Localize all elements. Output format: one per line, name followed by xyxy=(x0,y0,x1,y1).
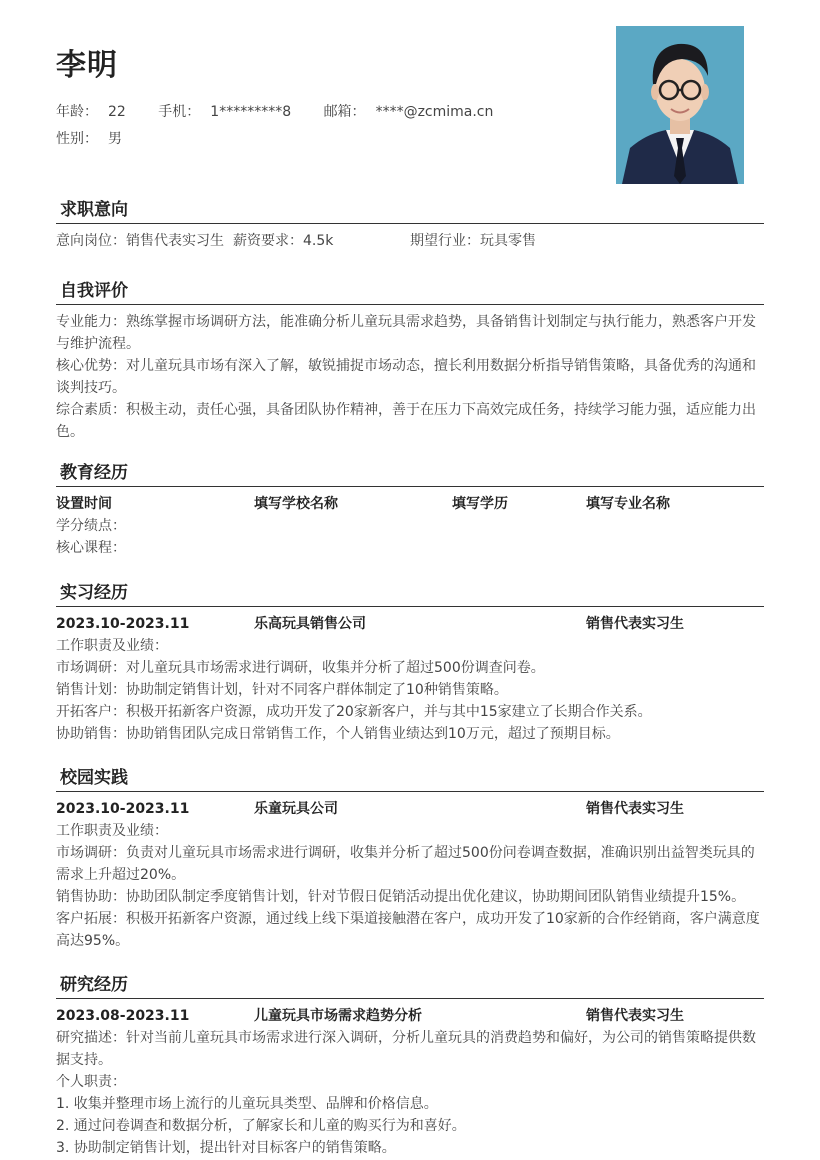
self-evaluation-title: 自我评价 xyxy=(56,278,764,305)
self-eval-line: 色。 xyxy=(56,424,84,440)
age-value: 22 xyxy=(108,104,126,120)
gender-value: 男 xyxy=(108,131,122,147)
intent-industry: 期望行业：玩具零售 xyxy=(410,233,536,249)
education-time: 设置时间 xyxy=(56,496,112,512)
phone-label: 手机： xyxy=(158,104,201,120)
avatar-image xyxy=(616,26,744,184)
campus-line: 客户拓展：积极开拓新客户资源，通过线上线下渠道接触潜在客户，成功开发了10家新的合作经销商，客户满意度 xyxy=(56,911,760,927)
research-line: 研究描述：针对当前儿童玩具市场需求进行深入调研，分析儿童玩具的消费趋势和偏好，为公司的销售策略提供数 xyxy=(56,1030,756,1046)
campus-time: 2023.10-2023.11 xyxy=(56,801,190,817)
campus-practice-title: 校园实践 xyxy=(56,765,764,792)
intent-salary: 薪资要求：4.5k xyxy=(233,233,334,249)
self-eval-line: 谈判技巧。 xyxy=(56,380,126,396)
job-intent-section xyxy=(56,197,764,252)
campus-company: 乐童玩具公司 xyxy=(254,801,338,817)
research-section xyxy=(56,972,764,1159)
phone-field xyxy=(158,101,291,121)
education-gpa: 学分绩点： xyxy=(56,518,126,534)
internship-line: 工作职责及业绩： xyxy=(56,638,168,654)
email-label: 邮箱： xyxy=(323,104,366,120)
email-value: ****@zcmima.cn xyxy=(375,104,494,120)
research-line: 个人职责： xyxy=(56,1074,126,1090)
campus-line: 销售协助：协助团队制定季度销售计划，针对节假日促销活动提出优化建议，协助期间团队销售业绩提升15%。 xyxy=(56,889,746,905)
job-intent-title: 求职意向 xyxy=(56,197,764,224)
education-degree: 填写学历 xyxy=(452,496,508,512)
campus-line: 工作职责及业绩： xyxy=(56,823,168,839)
research-time: 2023.08-2023.11 xyxy=(56,1008,190,1024)
research-line: 2. 通过问卷调查和数据分析，了解家长和儿童的购买行为和喜好。 xyxy=(56,1118,466,1134)
education-school: 填写学校名称 xyxy=(254,496,338,512)
research-line: 据支持。 xyxy=(56,1052,112,1068)
campus-line: 高达95%。 xyxy=(56,933,130,949)
internship-title: 实习经历 xyxy=(56,580,764,607)
gender-field xyxy=(56,128,122,148)
internship-line: 协助销售：协助销售团队完成日常销售工作，个人销售业绩达到10万元，超过了预期目标。 xyxy=(56,726,620,742)
research-line: 1. 收集并整理市场上流行的儿童玩具类型、品牌和价格信息。 xyxy=(56,1096,438,1112)
education-section xyxy=(56,460,764,559)
internship-line: 开拓客户：积极开拓新客户资源，成功开发了20家新客户，并与其中15家建立了长期合作关系。 xyxy=(56,704,652,720)
self-eval-line: 核心优势：对儿童玩具市场有深入了解，敏锐捕捉市场动态，擅长利用数据分析指导销售策略，具备优秀的沟通和 xyxy=(56,358,756,374)
self-eval-line: 综合素质：积极主动，责任心强，具备团队协作精神，善于在压力下高效完成任务，持续学习能力强，适应能力出 xyxy=(56,402,756,418)
research-line: 3. 协助制定销售计划，提出针对目标客户的销售策略。 xyxy=(56,1140,396,1156)
education-major: 填写专业名称 xyxy=(586,496,670,512)
gender-row xyxy=(56,128,150,148)
campus-practice-section xyxy=(56,765,764,952)
profile-photo xyxy=(616,26,744,184)
job-intent-row xyxy=(56,230,764,252)
age-field xyxy=(56,101,126,121)
contact-row xyxy=(56,101,521,121)
internship-company: 乐高玩具销售公司 xyxy=(254,616,366,632)
research-project: 儿童玩具市场需求趋势分析 xyxy=(254,1008,422,1024)
gender-label: 性别： xyxy=(56,131,98,147)
internship-line: 市场调研：对儿童玩具市场需求进行调研，收集并分析了超过500份调查问卷。 xyxy=(56,660,545,676)
candidate-name: 李明 xyxy=(56,48,118,83)
education-header-row xyxy=(56,493,764,515)
internship-section xyxy=(56,580,764,745)
intent-position: 意向岗位：销售代表实习生 xyxy=(56,233,224,249)
education-title: 教育经历 xyxy=(56,460,764,487)
phone-value: 1*********8 xyxy=(210,104,292,120)
campus-role: 销售代表实习生 xyxy=(586,801,684,817)
self-eval-line: 专业能力：熟练掌握市场调研方法，能准确分析儿童玩具需求趋势，具备销售计划制定与执行能力，熟悉客户开发 xyxy=(56,314,756,330)
self-evaluation-section xyxy=(56,278,764,443)
research-role: 销售代表实习生 xyxy=(586,1008,684,1024)
internship-time: 2023.10-2023.11 xyxy=(56,616,190,632)
internship-role: 销售代表实习生 xyxy=(586,616,684,632)
age-label: 年龄： xyxy=(56,104,98,120)
research-title: 研究经历 xyxy=(56,972,764,999)
campus-line: 需求上升超过20%。 xyxy=(56,867,186,883)
internship-line: 销售计划：协助制定销售计划，针对不同客户群体制定了10种销售策略。 xyxy=(56,682,508,698)
campus-line: 市场调研：负责对儿童玩具市场需求进行调研，收集并分析了超过500份问卷调查数据，准确识别出益智类玩具的 xyxy=(56,845,755,861)
campus-header-row xyxy=(56,798,764,820)
self-eval-line: 与维护流程。 xyxy=(56,336,140,352)
email-field xyxy=(324,101,494,121)
internship-header-row xyxy=(56,613,764,635)
research-header-row xyxy=(56,1005,764,1027)
education-courses: 核心课程： xyxy=(56,540,126,556)
